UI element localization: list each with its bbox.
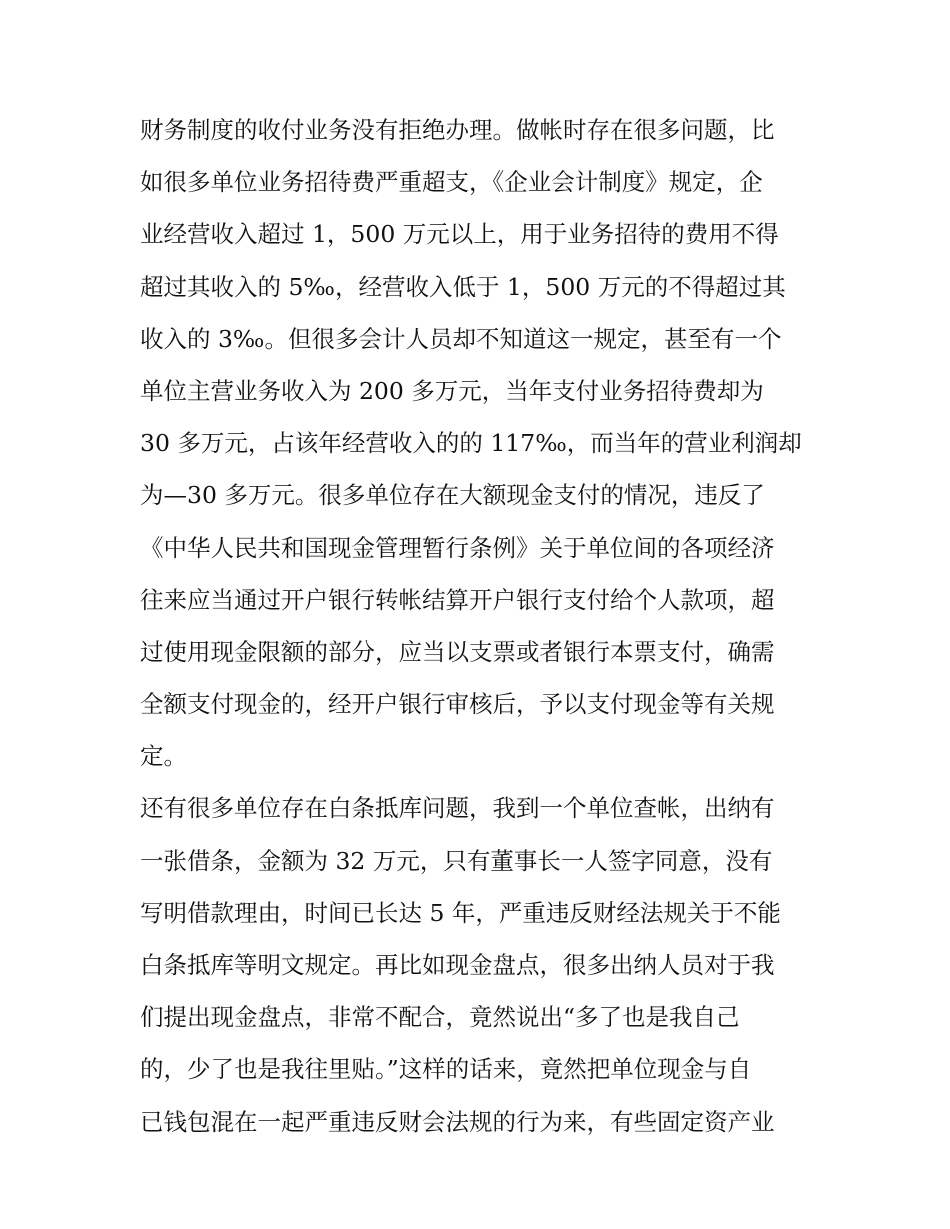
text-line: 定。 <box>140 742 187 771</box>
text-line: 单位主营业务收入为 200 多万元，当年支付业务招待费却为 <box>140 376 764 405</box>
text-line: 过使用现金限额的部分，应当以支票或者银行本票支付，确需 <box>140 637 775 666</box>
text-line: 《中华人民共和国现金管理暂行条例》关于单位间的各项经济 <box>140 533 775 562</box>
text-line: 为—30 多万元。很多单位存在大额现金支付的情况，违反了 <box>140 481 765 510</box>
text-line: 30 多万元，占该年经营收入的的 117‰，而当年的营业利润却 <box>140 429 802 458</box>
text-line: 收入的 3‰。但很多会计人员却不知道这一规定，甚至有一个 <box>140 324 782 353</box>
body-text <box>140 104 820 1148</box>
text-line: 白条抵库等明文规定。再比如现金盘点，很多出纳人员对于我 <box>140 951 775 979</box>
text-line: 一张借条，金额为 32 万元，只有董事长一人签字同意，没有 <box>140 846 773 875</box>
text-line: 全额支付现金的，经开户银行审核后，予以支付现金等有关规 <box>140 690 775 719</box>
text-line: 业经营收入超过 1，500 万元以上，用于业务招待的费用不得 <box>140 220 779 249</box>
text-line: 们提出现金盘点，非常不配合，竟然说出“多了也是我自己 <box>140 1003 740 1032</box>
text-line: 写明借款理由，时间已长达 5 年，严重违反财经法规关于不能 <box>140 898 781 927</box>
text-line: 财务制度的收付业务没有拒绝办理。做帐时存在很多问题，比 <box>140 116 775 144</box>
text-line: 已钱包混在一起严重违反财会法规的行为来，有些固定资产业 <box>140 1107 775 1136</box>
text-line: 超过其收入的 5‰，经营收入低于 1，500 万元的不得超过其 <box>140 272 786 301</box>
text-line: 的，少了也是我往里贴。”这样的话来，竟然把单位现金与自 <box>140 1055 752 1084</box>
text-line: 还有很多单位存在白条抵库问题，我到一个单位查帐，出纳有 <box>140 794 775 823</box>
text-line: 如很多单位业务招待费严重超支，《企业会计制度》规定，企 <box>140 168 763 197</box>
text-line: 往来应当通过开户银行转帐结算开户银行支付给个人款项，超 <box>140 585 775 614</box>
